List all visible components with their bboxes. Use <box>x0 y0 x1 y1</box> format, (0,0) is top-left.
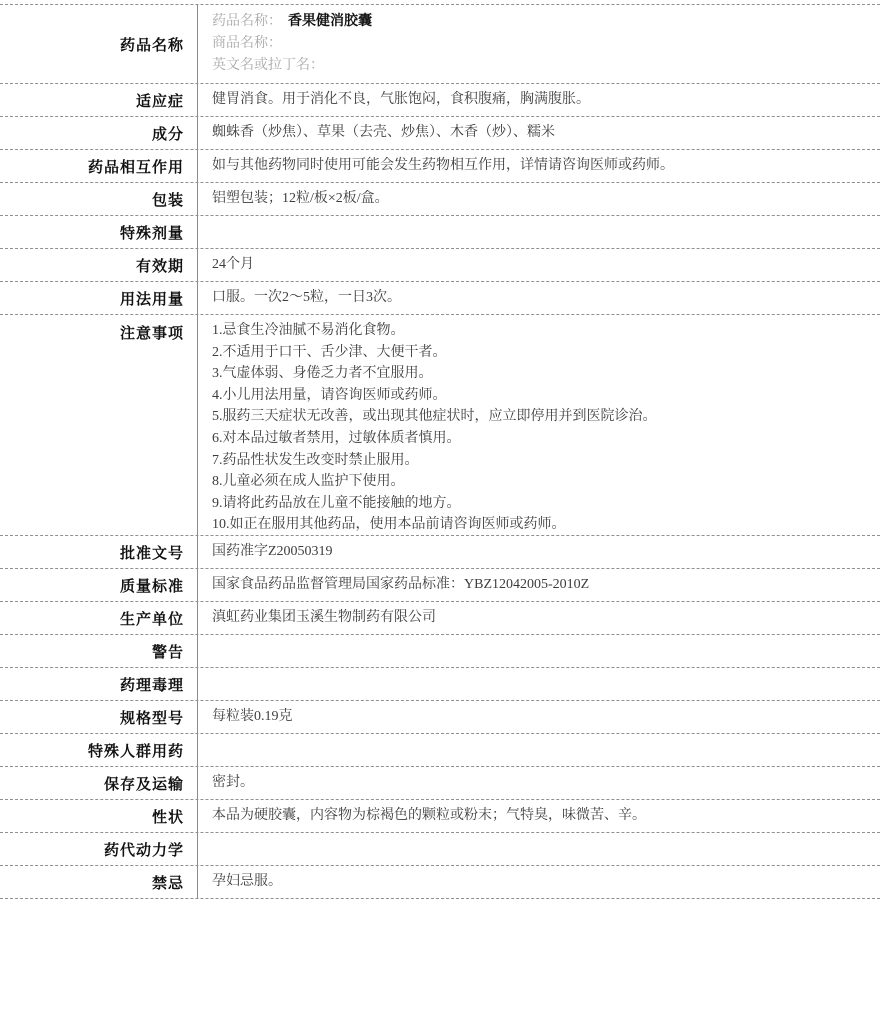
row-label: 规格型号 <box>119 710 184 727</box>
row-value: 国药准字Z20050319 <box>197 536 880 568</box>
table-row-specification <box>0 701 880 734</box>
table-row-special-populations <box>0 734 880 767</box>
precaution-item: 4.小儿用法用量，请咨询医师或药师。 <box>212 387 447 403</box>
row-value: 密封。 <box>197 767 880 799</box>
table-row-warning <box>0 635 880 668</box>
row-value: 如与其他药物同时使用可能会发生药物相互作用，详情请咨询医师或药师。 <box>197 150 880 182</box>
field-english-name <box>212 55 330 77</box>
field-trade-name <box>212 33 288 55</box>
row-label: 质量标准 <box>119 578 184 595</box>
row-value <box>197 216 880 248</box>
row-value: 铝塑包装；12粒/板×2板/盒。 <box>197 183 880 215</box>
row-label: 药代动力学 <box>103 842 184 859</box>
precaution-item: 10.如正在服用其他药品，使用本品前请咨询医师或药师。 <box>212 517 566 533</box>
precaution-item: 8.儿童必须在成人监护下使用。 <box>212 474 405 490</box>
field-key: 药品名称： <box>212 14 282 29</box>
table-row-packaging <box>0 183 880 216</box>
row-label: 生产单位 <box>119 611 184 628</box>
row-label: 批准文号 <box>119 545 184 562</box>
row-value: 本品为硬胶囊，内容物为棕褐色的颗粒或粉末；气特臭，味微苦、辛。 <box>197 800 880 832</box>
row-label: 警告 <box>151 644 184 661</box>
row-label: 特殊人群用药 <box>87 743 184 760</box>
row-value <box>197 833 880 865</box>
row-label: 药理毒理 <box>119 677 184 694</box>
row-label: 药品名称 <box>119 37 184 54</box>
row-label: 特殊剂量 <box>119 225 184 242</box>
row-label: 注意事项 <box>119 326 184 342</box>
precaution-item: 2.不适用于口干、舌少津、大便干者。 <box>212 344 447 360</box>
precaution-item: 9.请将此药品放在儿童不能接触的地方。 <box>212 495 461 511</box>
field-key: 英文名或拉丁名： <box>212 58 324 73</box>
row-value <box>197 668 880 700</box>
table-row-contraindications <box>0 866 880 899</box>
row-label: 有效期 <box>135 258 184 275</box>
table-row-shelf-life <box>0 249 880 282</box>
precaution-item: 1.忌食生冷油腻不易消化食物。 <box>212 323 405 338</box>
row-value: 健胃消食。用于消化不良，气胀饱闷，食积腹痛，胸满腹胀。 <box>197 84 880 116</box>
precaution-item: 7.药品性状发生改变时禁止服用。 <box>212 452 419 468</box>
precaution-item: 3.气虚体弱、身倦乏力者不宜服用。 <box>212 366 433 382</box>
row-value <box>197 315 880 535</box>
table-row-description <box>0 800 880 833</box>
row-label: 成分 <box>151 126 184 143</box>
row-value: 24个月 <box>197 249 880 281</box>
row-value: 滇虹药业集团玉溪生物制药有限公司 <box>197 602 880 634</box>
table-row-manufacturer <box>0 602 880 635</box>
table-row-ingredients <box>0 117 880 150</box>
row-value: 每粒装0.19克 <box>197 701 880 733</box>
table-row-indications <box>0 84 880 117</box>
field-value: 香果健消胶囊 <box>288 14 372 29</box>
row-label: 适应症 <box>135 93 184 110</box>
table-row-precautions <box>0 315 880 536</box>
table-row-approval-number <box>0 536 880 569</box>
field-drug-name <box>212 11 372 33</box>
row-label: 性状 <box>151 809 184 826</box>
row-value: 蜘蛛香（炒焦）、草果（去壳、炒焦）、木香（炒）、糯米 <box>197 117 880 149</box>
table-row-quality-standard <box>0 569 880 602</box>
row-value <box>197 635 880 667</box>
table-row-pharmacokinetics <box>0 833 880 866</box>
table-row-drug-name <box>0 5 880 84</box>
table-row-pharmacology-toxicology <box>0 668 880 701</box>
row-value: 国家食品药品监督管理局国家药品标准：YBZ12042005-2010Z <box>197 569 880 601</box>
field-key: 商品名称： <box>212 36 282 51</box>
precaution-item: 6.对本品过敏者禁用，过敏体质者慎用。 <box>212 430 461 446</box>
row-label: 禁忌 <box>151 875 184 892</box>
row-label: 包装 <box>151 192 184 209</box>
table-row-drug-interactions <box>0 150 880 183</box>
row-value: 孕妇忌服。 <box>197 866 880 898</box>
table-row-dosage-usage <box>0 282 880 315</box>
precaution-item: 5.服药三天症状无改善，或出现其他症状时，应立即停用并到医院诊治。 <box>212 409 657 425</box>
row-label: 用法用量 <box>119 291 184 308</box>
row-value <box>197 734 880 766</box>
row-value <box>197 5 880 83</box>
row-value: 口服。一次2～5粒，一日3次。 <box>197 282 880 314</box>
table-row-storage-transport <box>0 767 880 800</box>
row-label: 保存及运输 <box>103 776 184 793</box>
drug-info-table <box>0 4 880 899</box>
table-row-special-dosage <box>0 216 880 249</box>
row-label: 药品相互作用 <box>87 159 184 176</box>
